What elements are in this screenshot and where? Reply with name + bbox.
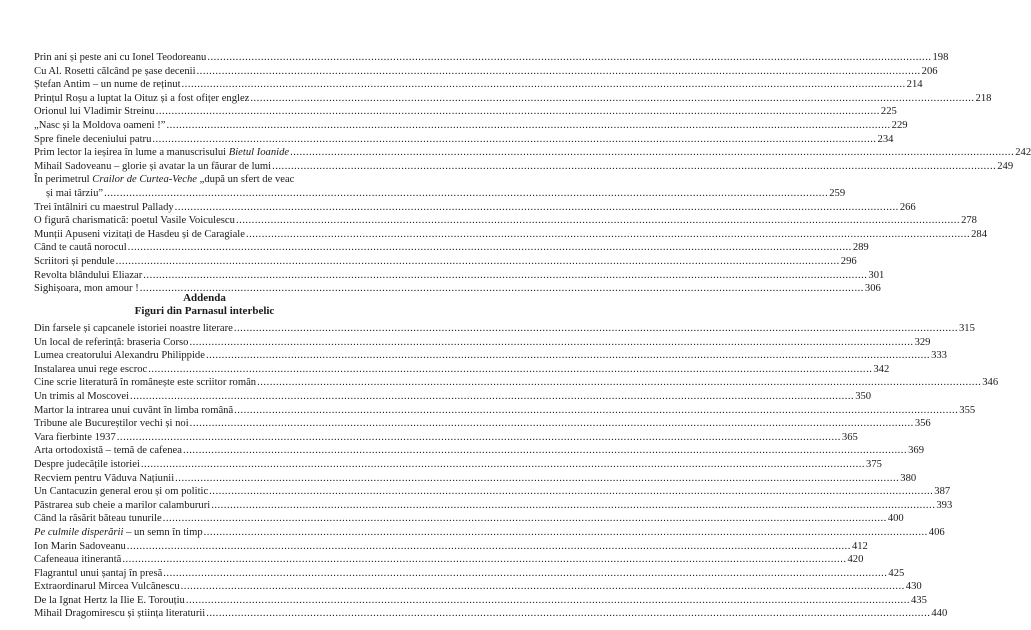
toc-entry-title — [34, 390, 129, 404]
toc-entry-title — [34, 228, 245, 242]
toc-page-number: 225 — [880, 106, 897, 118]
toc-entry — [34, 146, 1031, 160]
toc-entry-title — [34, 512, 162, 526]
toc-entry — [34, 228, 987, 242]
toc-title-text: Extraordinarul Mircea Vulcănescu — [34, 581, 180, 593]
toc-entry-title — [34, 472, 174, 486]
toc-leader-dots — [148, 363, 872, 377]
toc-leader-dots — [204, 526, 928, 540]
toc-page-number: 333 — [931, 350, 947, 362]
toc-page-number: 420 — [847, 554, 864, 566]
toc-entry — [34, 499, 953, 513]
toc-leader-dots — [186, 594, 910, 608]
toc-title-text: Martor la intrarea unui cuvânt în limba română — [34, 404, 234, 416]
toc-entry-title — [34, 336, 188, 350]
toc-title-text: Revolta blândului Eliazar — [34, 269, 143, 281]
toc-leader-dots — [236, 214, 960, 228]
toc-leader-dots — [206, 349, 930, 363]
toc-page-number: 356 — [914, 418, 931, 430]
toc-leader-dots — [250, 92, 974, 106]
toc-entry-title — [34, 65, 196, 79]
toc-entry — [34, 241, 869, 255]
toc-entry-title — [34, 105, 155, 119]
toc-entry — [34, 92, 992, 106]
toc-page-number: 296 — [840, 255, 857, 267]
toc-entry-title — [34, 499, 210, 513]
toc-entry — [34, 417, 931, 431]
toc-leader-dots — [189, 336, 913, 350]
toc-leader-dots — [163, 512, 887, 526]
toc-page-number: 342 — [873, 363, 890, 375]
table-of-contents-addenda — [34, 322, 999, 621]
toc-entry-continuation — [34, 187, 846, 201]
toc-title-text: Arta ortodoxistă – temă de cafenea — [34, 445, 182, 457]
toc-page-number: 259 — [829, 187, 846, 199]
toc-entry — [34, 404, 976, 418]
toc-entry — [34, 607, 948, 621]
toc-page-number: 249 — [997, 160, 1014, 172]
toc-leader-dots — [143, 269, 867, 283]
toc-title-text: Orionul lui Vladimir Streinu — [34, 106, 155, 118]
toc-leader-dots — [156, 105, 880, 119]
toc-entry — [34, 512, 904, 526]
toc-leader-dots — [175, 201, 899, 215]
toc-title-text: Ion Marin Sadoveanu — [34, 540, 126, 552]
toc-entry-title — [34, 51, 206, 65]
toc-leader-dots — [104, 187, 828, 201]
toc-leader-dots — [175, 472, 899, 486]
toc-page-number: 198 — [932, 52, 949, 63]
toc-leader-dots — [128, 241, 852, 255]
toc-leader-dots — [152, 133, 876, 147]
toc-title-text: Un Cantacuzin general erou și om politic — [34, 486, 209, 498]
toc-entry-title — [34, 78, 181, 92]
toc-page-number: 440 — [931, 608, 948, 620]
toc-title-text: Mihail Dragomirescu și știința literaturii — [34, 608, 206, 620]
toc-entry — [34, 349, 947, 363]
toc-title-text: „după un sfert de veac — [197, 174, 295, 186]
toc-entry-title — [34, 146, 289, 160]
toc-leader-dots — [211, 499, 935, 513]
toc-page-number: 284 — [971, 228, 987, 240]
toc-entry — [34, 553, 864, 567]
toc-title-text: Despre judecățile istoriei — [34, 458, 140, 470]
toc-entry-title — [34, 553, 121, 567]
toc-page-number: 346 — [982, 377, 999, 389]
toc-title-text: Prim lector la ieșirea în lume a manuscrisului — [34, 147, 229, 159]
toc-entry-title — [34, 431, 116, 445]
toc-page-number: 266 — [899, 201, 916, 213]
toc-title-text: Sighișoara, mon amour ! — [34, 283, 139, 295]
toc-leader-dots — [163, 567, 887, 581]
toc-entry-title — [34, 241, 127, 255]
toc-title-text: Cafeneaua itinerantă — [34, 554, 122, 566]
toc-entry-title — [34, 269, 142, 283]
toc-entry-title — [34, 363, 147, 377]
toc-entry — [34, 580, 922, 594]
toc-entry-title — [34, 214, 235, 228]
toc-leader-dots — [209, 485, 933, 499]
toc-entry-title — [34, 580, 180, 594]
toc-page-number: 206 — [921, 65, 938, 77]
toc-page-number: 400 — [887, 513, 904, 525]
toc-entry — [34, 376, 999, 390]
toc-entry-title — [34, 567, 162, 581]
toc-entry — [34, 201, 916, 215]
toc-entry-title — [34, 92, 249, 106]
toc-entry — [34, 173, 375, 187]
toc-title-text: O figură charismatică: poetul Vasile Voiculescu — [34, 215, 235, 227]
toc-entry — [34, 255, 857, 269]
toc-title-text: Recviem pentru Văduva Națiunii — [34, 472, 175, 484]
toc-title-text: Când la răsărit băteau tunurile — [34, 513, 162, 525]
toc-page-number: 375 — [866, 458, 882, 470]
toc-title-text: – un semn în timp — [123, 526, 203, 538]
toc-title-text: Instalarea unui rege escroc — [34, 363, 148, 375]
toc-title-text: Tribune ale Bucureștilor vechi și noi — [34, 418, 189, 430]
toc-leader-dots — [182, 78, 906, 92]
toc-title-text: Prințul Roșu a luptat la Oituz și a fost ofițer englez — [34, 92, 250, 104]
toc-entry-title — [34, 322, 233, 336]
toc-entry-title — [34, 201, 174, 215]
toc-page-number: 306 — [864, 283, 881, 295]
toc-leader-dots — [190, 417, 914, 431]
toc-title-text: Ștefan Antim – un nume de reținut — [34, 79, 181, 91]
toc-entry-title — [34, 255, 115, 269]
toc-page-number: 234 — [877, 133, 894, 145]
toc-page-number: 387 — [934, 486, 951, 498]
toc-leader-dots — [246, 228, 970, 242]
toc-leader-dots — [207, 51, 931, 65]
toc-leader-dots — [197, 65, 921, 79]
toc-page-number: 430 — [905, 581, 922, 593]
toc-leader-dots — [234, 404, 958, 418]
toc-entry-title — [34, 458, 140, 472]
toc-title-text: În perimetrul — [34, 174, 93, 186]
toc-entry — [34, 431, 858, 445]
toc-entry-title — [34, 173, 294, 187]
toc-leader-dots — [167, 119, 891, 133]
toc-leader-dots — [183, 444, 907, 458]
toc-entry — [34, 105, 897, 119]
toc-entry — [34, 119, 908, 133]
toc-entry — [34, 594, 927, 608]
toc-entry — [34, 363, 890, 377]
toc-page-number: 301 — [868, 269, 885, 281]
toc-leader-dots — [290, 146, 1014, 160]
toc-entry — [34, 444, 924, 458]
toc-entry — [34, 65, 938, 79]
toc-entry — [34, 322, 975, 336]
toc-entry — [34, 269, 885, 283]
toc-page-number: 435 — [911, 594, 927, 606]
toc-page-number: 242 — [1015, 147, 1031, 159]
toc-title-text: „Nasc și la Moldova oameni !” — [34, 119, 166, 131]
toc-entry — [34, 214, 977, 228]
toc-leader-dots — [117, 431, 841, 445]
toc-page-number: 289 — [852, 242, 869, 254]
toc-title-text: Munții Apuseni vizitați de Hasdeu și de Caragiale — [34, 228, 245, 240]
addenda-title: Addenda — [183, 292, 226, 304]
toc-title-text: Cine scrie literatură în românește este scriitor român — [34, 377, 257, 389]
toc-entry-title — [34, 594, 185, 608]
toc-page-number: 214 — [906, 79, 923, 91]
toc-entry-title — [34, 607, 205, 621]
toc-title-text: Cu Al. Rosetti călcând pe șase decenii — [34, 65, 196, 77]
toc-entry — [34, 472, 917, 486]
toc-title-text: Mihail Sadoveanu – glorie și avatar la un făurar de lumi — [34, 160, 272, 172]
toc-page-number: 350 — [855, 390, 872, 402]
toc-entry — [34, 526, 945, 540]
toc-entry-title — [34, 540, 126, 554]
toc-entry-title — [34, 133, 151, 147]
toc-entry-title — [34, 485, 208, 499]
toc-title-italic: Bietul Ioanide — [228, 147, 290, 159]
toc-page-number: 365 — [841, 431, 858, 443]
toc-leader-dots — [130, 390, 854, 404]
toc-leader-dots — [122, 553, 846, 567]
toc-entry — [34, 336, 931, 350]
toc-leader-dots — [181, 580, 905, 594]
toc-title-text: Din farsele și capcanele istoriei noastre literare — [34, 323, 233, 334]
toc-entry-title — [34, 404, 233, 418]
toc-entry — [34, 51, 949, 65]
toc-entry — [34, 133, 894, 147]
toc-title-text: Prin ani și peste ani cu Ionel Teodoreanu — [34, 52, 207, 63]
toc-page-number: 329 — [914, 336, 931, 348]
toc-leader-dots — [234, 322, 958, 336]
table-of-contents-main — [34, 51, 1031, 296]
toc-entry-title — [34, 160, 271, 174]
addenda-subtitle: Figuri din Parnasul interbelic — [134, 305, 275, 317]
toc-title-text: Un local de referință: braseria Corso — [34, 336, 189, 348]
toc-entry — [34, 567, 905, 581]
toc-title-italic: Crailor de Curtea-Veche — [92, 174, 197, 186]
toc-page-number: 229 — [891, 119, 908, 131]
toc-page-number: 406 — [928, 526, 945, 538]
toc-page-number: 278 — [961, 215, 977, 227]
toc-title-text: Spre finele deceniului patru — [34, 133, 152, 145]
toc-entry — [34, 458, 882, 472]
toc-title-text: Vara fierbinte 1937 — [34, 431, 116, 443]
toc-title-text: De la Ignat Hertz la Ilie E. Torouțiu — [34, 594, 185, 606]
toc-page-number: 380 — [900, 472, 917, 484]
toc-title-text: Scriitori și pendule — [34, 255, 115, 267]
toc-entry-title — [34, 526, 203, 540]
toc-leader-dots — [257, 376, 981, 390]
toc-entry-title — [34, 444, 182, 458]
toc-title-text: Un trimis al Moscovei — [34, 390, 130, 402]
toc-entry-title — [34, 376, 256, 390]
toc-leader-dots — [141, 458, 865, 472]
toc-title-text: Lumea creatorului Alexandru Philippide — [34, 350, 205, 362]
toc-title-text: Când te caută norocul — [34, 242, 127, 254]
toc-title-text: Flagrantul unui șantaj în presă — [34, 567, 163, 579]
toc-leader-dots — [272, 160, 996, 174]
toc-leader-dots — [127, 540, 851, 554]
toc-page-number: 355 — [959, 404, 976, 416]
toc-entry-title — [34, 417, 189, 431]
toc-leader-dots — [206, 607, 930, 621]
toc-title-text: Trei întâlniri cu maestrul Pallady — [34, 201, 174, 213]
toc-page-number: 369 — [908, 445, 924, 457]
toc-entry — [34, 160, 1014, 174]
toc-page-number: 218 — [975, 92, 992, 104]
toc-page-number: 393 — [936, 499, 953, 511]
toc-entry-title — [34, 349, 205, 363]
toc-entry — [34, 390, 872, 404]
toc-page-number: 425 — [888, 567, 905, 579]
toc-page-number: 315 — [958, 323, 975, 334]
toc-entry-title-continuation: și mai târziu” — [46, 187, 104, 199]
toc-entry — [34, 540, 868, 554]
toc-entry — [34, 78, 923, 92]
toc-title-italic: Pe culmile disperării — [34, 526, 124, 538]
toc-title-text: Păstrarea sub cheie a marilor calambururi — [34, 499, 211, 511]
toc-entry — [34, 485, 951, 499]
toc-leader-dots — [116, 255, 840, 269]
toc-page-number: 412 — [851, 540, 868, 552]
toc-entry-title — [34, 119, 166, 133]
